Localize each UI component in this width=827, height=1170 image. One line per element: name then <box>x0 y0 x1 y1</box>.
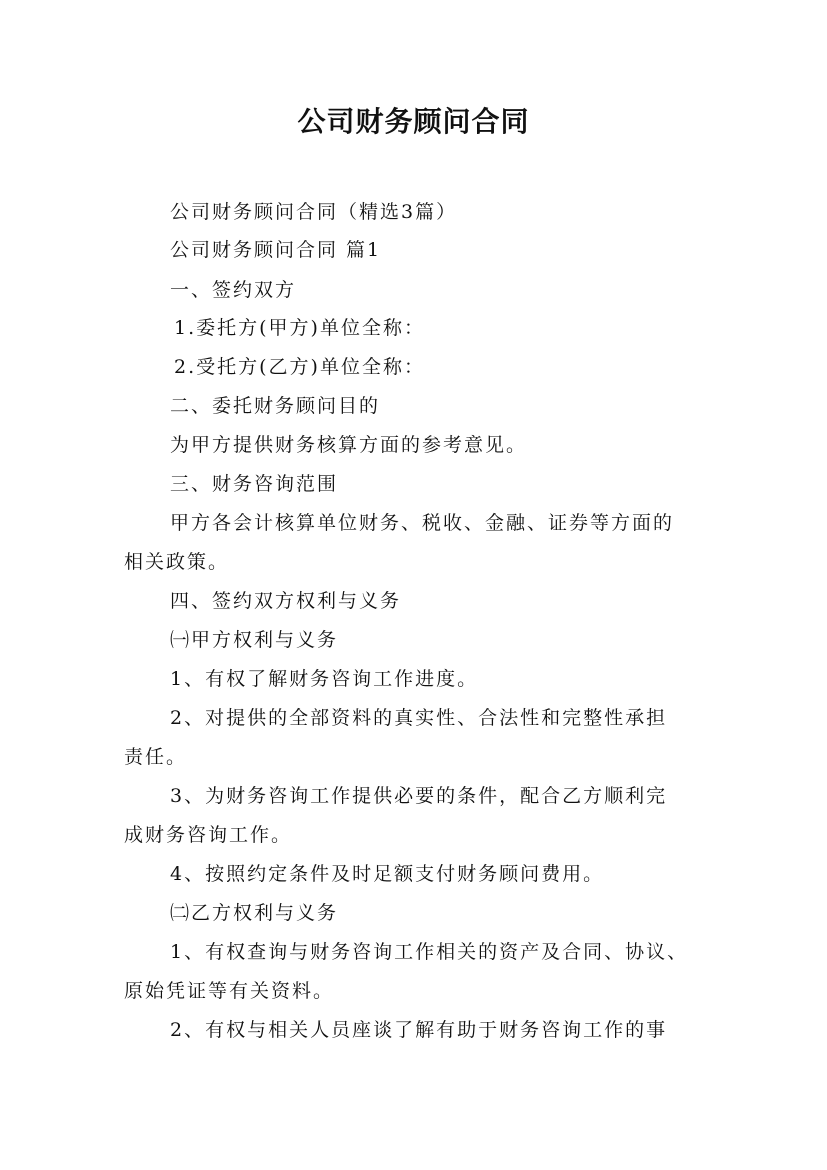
heading-purpose: 二、委托财务顾问目的 <box>170 395 381 417</box>
heading-party-b-rights: ㈡乙方权利与义务 <box>170 902 339 924</box>
party-a-item-4: 4、按照约定条件及时足额支付财务顾问费用。 <box>170 863 605 885</box>
party-a-item-3-line2: 成财务咨询工作。 <box>124 824 293 846</box>
party-a-item-2-line2: 责任。 <box>124 746 188 768</box>
party-b-line: 2.受托方(乙方)单位全称： <box>174 356 425 378</box>
party-a-item-3-line1: 3、为财务咨询工作提供必要的条件，配合乙方顺利完 <box>170 785 668 807</box>
party-a-item-1: 1、有权了解财务咨询工作进度。 <box>170 668 479 690</box>
heading-parties: 一、签约双方 <box>170 279 297 301</box>
document-title: 公司财务顾问合同 <box>297 105 530 138</box>
heading-scope: 三、财务咨询范围 <box>170 473 339 495</box>
heading-party-a-rights: ㈠甲方权利与义务 <box>170 629 339 651</box>
party-a-line: 1.委托方(甲方)单位全称： <box>174 317 425 339</box>
party-b-item-2-line1: 2、有权与相关人员座谈了解有助于财务咨询工作的事 <box>170 1019 668 1041</box>
section-heading-part1: 公司财务顾问合同 篇1 <box>170 239 382 261</box>
scope-text-line2: 相关政策。 <box>124 551 230 573</box>
party-b-item-1-line2: 原始凭证等有关资料。 <box>124 980 335 1002</box>
subtitle-line: 公司财务顾问合同（精选3篇） <box>170 201 458 223</box>
scope-text-line1: 甲方各会计核算单位财务、税收、金融、证券等方面的 <box>170 512 675 534</box>
party-a-item-2-line1: 2、对提供的全部资料的真实性、合法性和完整性承担 <box>170 707 668 729</box>
party-b-item-1-line1: 1、有权查询与财务咨询工作相关的资产及合同、协议、 <box>170 941 689 963</box>
purpose-text: 为甲方提供财务核算方面的参考意见。 <box>170 434 528 456</box>
heading-rights: 四、签约双方权利与义务 <box>170 590 402 612</box>
